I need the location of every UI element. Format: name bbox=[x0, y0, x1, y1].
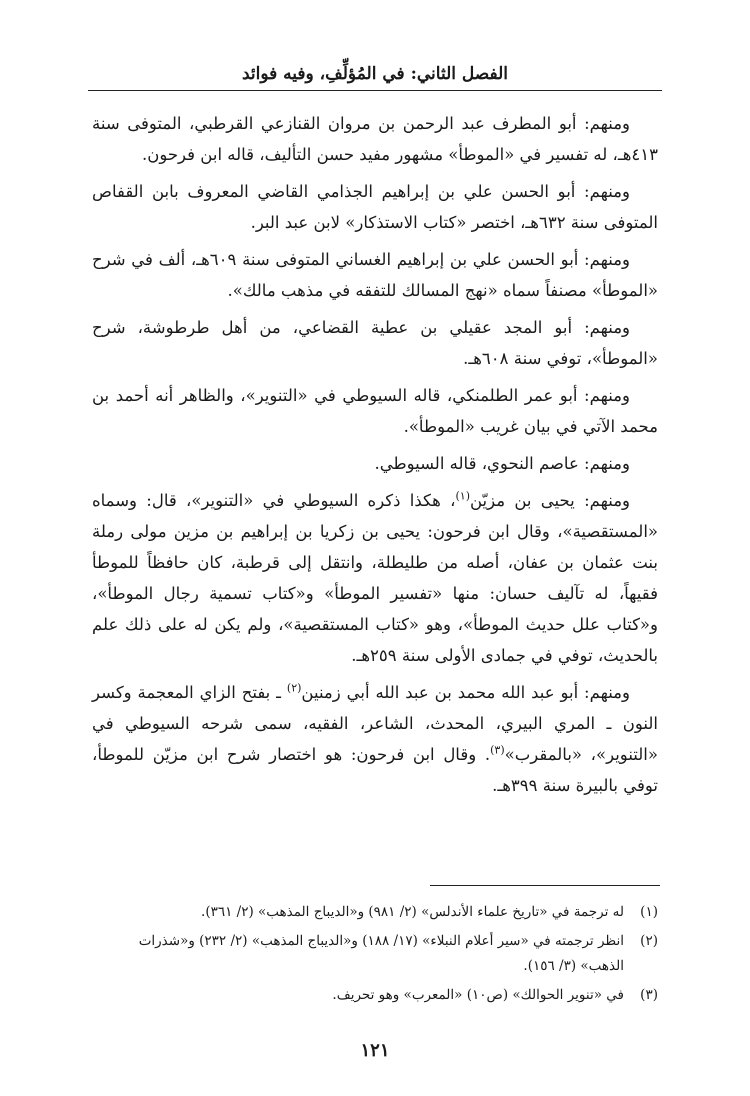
footnote-ref[interactable]: (٢) bbox=[286, 681, 302, 695]
main-text bbox=[92, 108, 658, 807]
running-title: الفصل الثاني: في المُؤلِّفِ، وفيه فوائد bbox=[241, 64, 509, 84]
footnote bbox=[92, 983, 658, 1008]
paragraph-text: ومنهم: يحيى بن مزيّن bbox=[469, 491, 630, 510]
footnote-number: (٣) bbox=[640, 987, 658, 1003]
footnote-ref[interactable]: (٣) bbox=[490, 743, 505, 757]
footnote-text: له ترجمة في «تاريخ علماء الأندلس» (٢/ ٩٨١) و«الديباج المذهب» (٢/ ٣٦١). bbox=[201, 904, 624, 920]
paragraph: ومنهم: أبو المجد عقيلي بن عطية القضاعي، من أهل طرطوشة، شرح «الموطأ»، توفي سنة ٦٠٨هـ. bbox=[92, 318, 658, 368]
header-rule bbox=[88, 90, 662, 91]
paragraph-text: . وقال ابن فرحون: هو اختصار شرح ابن مزيّن للموطأ، توفي بالبيرة سنة ٣٩٩هـ. bbox=[92, 745, 658, 795]
footnote bbox=[92, 900, 658, 925]
paragraph bbox=[92, 485, 658, 671]
paragraph-text: ، هكذا ذكره السيوطي في «التنوير»، قال: وسماه «المستقصية»، وقال ابن فرحون: يحيى بن زكريا بن إبراهيم بن مزين مولى رملة بنت عثمان بن عفان، أصله من طليطلة، وانتقل إلى قرطبة، كان حافظاً للموطأ فقيهاً، له تآليف حسان: منها «تفسير الموطأ» و«كتاب تسمية رجال الموطأ»، و«كتاب علل حديث الموطأ»، وهو «كتاب المستقصية»، ولم يكن له على ذلك علم بالحديث، توفي في جمادى الأولى سنة ٢٥٩هـ. bbox=[92, 491, 658, 665]
footnote-ref[interactable]: (١) bbox=[455, 489, 470, 503]
paragraph: ومنهم: أبو الحسن علي بن إبراهيم الغساني المتوفى سنة ٦٠٩هـ، ألف في شرح «الموطأ» مصنفاً سماه «نهج المسالك للتفقه في مذهب مالك». bbox=[92, 250, 658, 300]
paragraph-text: ومنهم: أبو عبد الله محمد بن عبد الله أبي زمنين bbox=[301, 683, 630, 702]
footnote-number: (٢) bbox=[640, 933, 658, 949]
paragraph: ومنهم: عاصم النحوي، قاله السيوطي. bbox=[374, 454, 630, 473]
paragraph bbox=[92, 677, 658, 801]
footnote-text: في «تنوير الحوالك» (ص١٠) «المعرب» وهو تحريف. bbox=[332, 987, 624, 1003]
paragraph: ومنهم: أبو عمر الطلمنكي، قاله السيوطي في «التنوير»، والظاهر أنه أحمد بن محمد الآتي في بيان غريب «الموطأ». bbox=[92, 386, 658, 436]
page-number: ١٢١ bbox=[360, 1040, 390, 1061]
footnote-text: انظر ترجمته في «سير أعلام النبلاء» (١٧/ ١٨٨) و«الديباج المذهب» (٢/ ٢٣٢) و«شذرات الذهب» (٣/ ١٥٦). bbox=[138, 933, 624, 974]
footnote bbox=[92, 929, 658, 979]
paragraph: ومنهم: أبو المطرف عبد الرحمن بن مروان القنازعي القرطبي، المتوفى سنة ٤١٣هـ، له تفسير في «الموطأ» مشهور مفيد حسن التأليف، قاله ابن فرحون. bbox=[92, 114, 658, 164]
paragraph-text: ـ بفتح الزاي المعجمة وكسر النون ـ المري البيري، المحدث، الشاعر، الفقيه، سمى شرحه السيوطي في «التنوير»، «بالمقرب» bbox=[92, 683, 658, 764]
footnote-number: (١) bbox=[640, 904, 658, 920]
paragraph: ومنهم: أبو الحسن علي بن إبراهيم الجذامي القاضي المعروف بابن القفاص المتوفى سنة ٦٣٢هـ، اختصر «كتاب الاستذكار» لابن عبد البر. bbox=[92, 182, 658, 232]
footnote-separator bbox=[430, 885, 660, 886]
footnotes bbox=[92, 900, 658, 1012]
